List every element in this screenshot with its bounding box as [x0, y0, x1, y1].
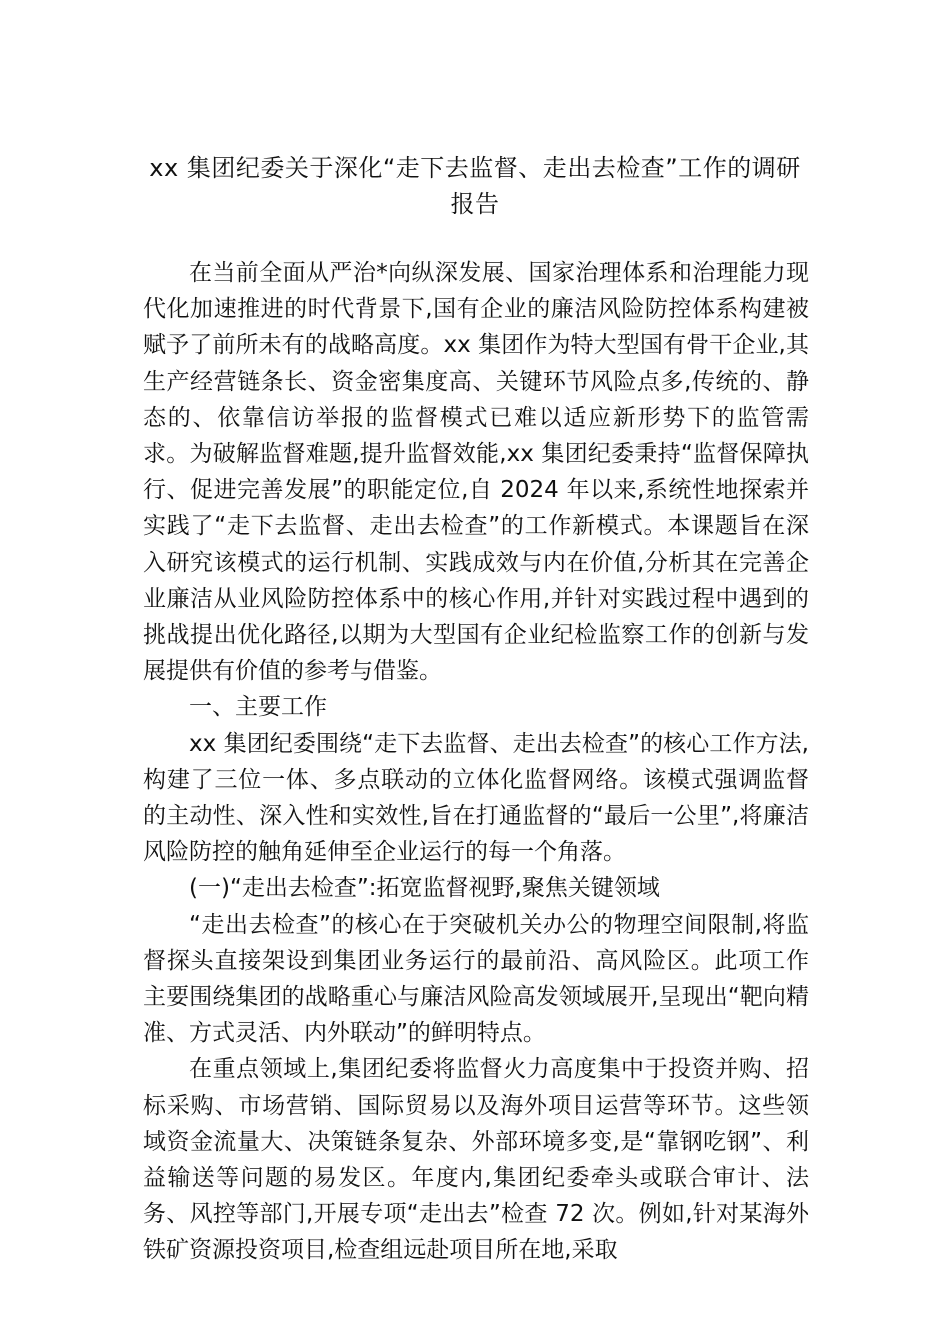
paragraph-intro: 在当前全面从严治*向纵深发展、国家治理体系和治理能力现代化加速推进的时代背景下,国有企业的廉洁风险防控体系构建被赋予了前所未有的战略高度。xx 集团作为特大型国有骨干企业,其生产经营链条长、资金密集度高、关键环节风险点多,传统的、静态的、依靠信访举报的监督模式已难以适应新形势下的监管需求。为破解监督难题,提升监督效能,xx 集团纪委秉持“监督保障执行、促进完善发展”的职能定位,自 2024 年以来,系统性地探索并实践了“走下去监督、走出去检查”的工作新模式。本课题旨在深入研究该模式的运行机制、实践成效与内在价值,分析其在完善企业廉洁从业风险防控体系中的核心作用,并针对实践过程中遇到的挑战提出优化路径,以期为大型国有企业纪检监察工作的创新与发展提供有价值的参考与借鉴。 [143, 260, 809, 685]
paragraph-go-out-core: “走出去检查”的核心在于突破机关办公的物理空间限制,将监督探头直接架设到集团业务运行的最前沿、高风险区。此项工作主要围绕集团的战略重心与廉洁风险高发领域展开,呈现出“靶向精准、方式灵活、内外联动”的鲜明特点。 [143, 911, 809, 1047]
paragraph-main-work: xx 集团纪委围绕“走下去监督、走出去检查”的核心工作方法,构建了三位一体、多点联动的立体化监督网络。该模式强调监督的主动性、深入性和实效性,旨在打通监督的“最后一公里”,将廉洁风险防控的触角延伸至企业运行的每一个角落。 [143, 730, 809, 866]
document-title: xx 集团纪委关于深化“走下去监督、走出去检查”工作的调研报告 [149, 154, 801, 218]
paragraph-key-areas: 在重点领域上,集团纪委将监督火力高度集中于投资并购、招标采购、市场营销、国际贸易以及海外项目运营等环节。这些领域资金流量大、决策链条复杂、外部环境多变,是“靠钢吃钢”、利益输送等问题的易发区。年度内,集团纪委牵头或联合审计、法务、风控等部门,开展专项“走出去”检查 72 次。例如,针对某海外铁矿资源投资项目,检查组远赴项目所在地,采取 [143, 1056, 809, 1264]
document-body [143, 255, 809, 1269]
subsection-heading-go-out-inspection: (一)“走出去检查”:拓宽监督视野,聚焦关键领域 [189, 875, 660, 902]
section-heading-main-work: 一、主要工作 [189, 694, 327, 721]
